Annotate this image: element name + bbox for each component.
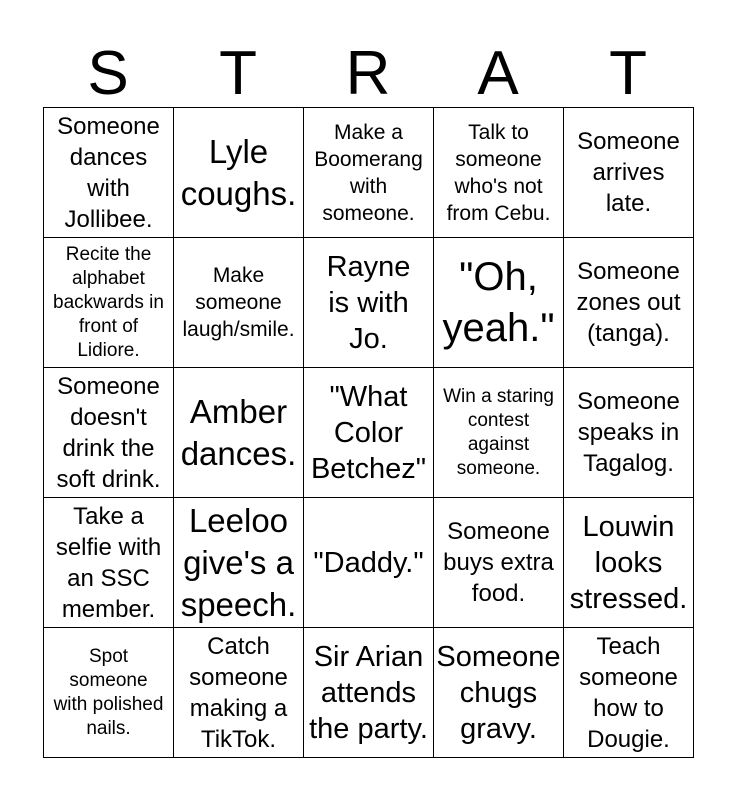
bingo-cell[interactable] [304, 628, 434, 758]
cell-text: Someone doesn't drink the soft drink. [56, 372, 161, 493]
cell-text: Win a staring contest against someone. [443, 385, 554, 479]
bingo-cell[interactable] [174, 498, 304, 628]
bingo-cell[interactable] [564, 368, 694, 498]
cell-text: Lyle coughs. [180, 132, 297, 212]
bingo-cell[interactable] [564, 108, 694, 238]
bingo-cell[interactable] [564, 498, 694, 628]
bingo-cell[interactable] [44, 238, 174, 368]
header-letter-s: S [87, 39, 129, 108]
bingo-cell[interactable] [304, 108, 434, 238]
bingo-cell[interactable] [434, 498, 564, 628]
cell-text: Leeloo give's a speech. [180, 501, 297, 623]
cell-text: Someone dances with Jollibee. [57, 112, 160, 233]
cell-text: "Daddy." [313, 546, 424, 579]
bingo-cell[interactable] [564, 628, 694, 758]
cell-text: Spot someone with polished nails. [53, 645, 164, 739]
cell-text: Take a selfie with an SSC member. [55, 502, 162, 623]
cell-text: Someone buys extra food. [443, 518, 554, 607]
cell-text: Someone speaks in Tagalog. [577, 388, 680, 477]
bingo-cell[interactable] [174, 628, 304, 758]
header-letter-r: R [345, 39, 391, 108]
bingo-cell[interactable] [174, 108, 304, 238]
bingo-cell[interactable] [44, 108, 174, 238]
cell-text: Catch someone making a TikTok. [189, 632, 288, 753]
bingo-cell[interactable] [434, 368, 564, 498]
bingo-cell[interactable] [44, 498, 174, 628]
bingo-cell[interactable] [44, 368, 174, 498]
cell-text: Amber dances. [180, 392, 297, 472]
cell-text: Someone zones out (tanga). [576, 258, 681, 347]
bingo-cell[interactable] [304, 498, 434, 628]
cell-text: Talk to someone who's not from Cebu. [446, 120, 551, 225]
bingo-cell[interactable] [434, 628, 564, 758]
cell-text: Rayne is with Jo. [326, 250, 411, 355]
cell-text: Louwin looks stressed. [569, 510, 688, 615]
header-letter-a: A [477, 39, 519, 108]
bingo-cell[interactable] [174, 368, 304, 498]
bingo-cell[interactable] [304, 238, 434, 368]
cell-text: "Oh, yeah." [442, 254, 555, 350]
bingo-header [43, 40, 693, 108]
cell-text: Recite the alphabet backwards in front of Lidiore. [53, 243, 164, 361]
cell-text: Teach someone how to Dougie. [579, 632, 678, 753]
bingo-cell[interactable] [44, 628, 174, 758]
cell-text: Sir Arian attends the party. [309, 640, 428, 745]
bingo-cell[interactable] [564, 238, 694, 368]
cell-text: Someone chugs gravy. [436, 640, 561, 745]
bingo-cell[interactable] [434, 238, 564, 368]
bingo-cell[interactable] [174, 238, 304, 368]
header-letter-t: T [219, 39, 257, 108]
bingo-board [43, 107, 694, 758]
cell-text: Make someone laugh/smile. [182, 264, 295, 341]
cell-text: Someone arrives late. [577, 128, 680, 217]
header-letter-t-2: T [609, 39, 647, 108]
bingo-cell[interactable] [434, 108, 564, 238]
bingo-cell[interactable] [304, 368, 434, 498]
cell-text: Make a Boomerang with someone. [314, 120, 423, 225]
cell-text: "What Color Betchez" [310, 380, 427, 485]
